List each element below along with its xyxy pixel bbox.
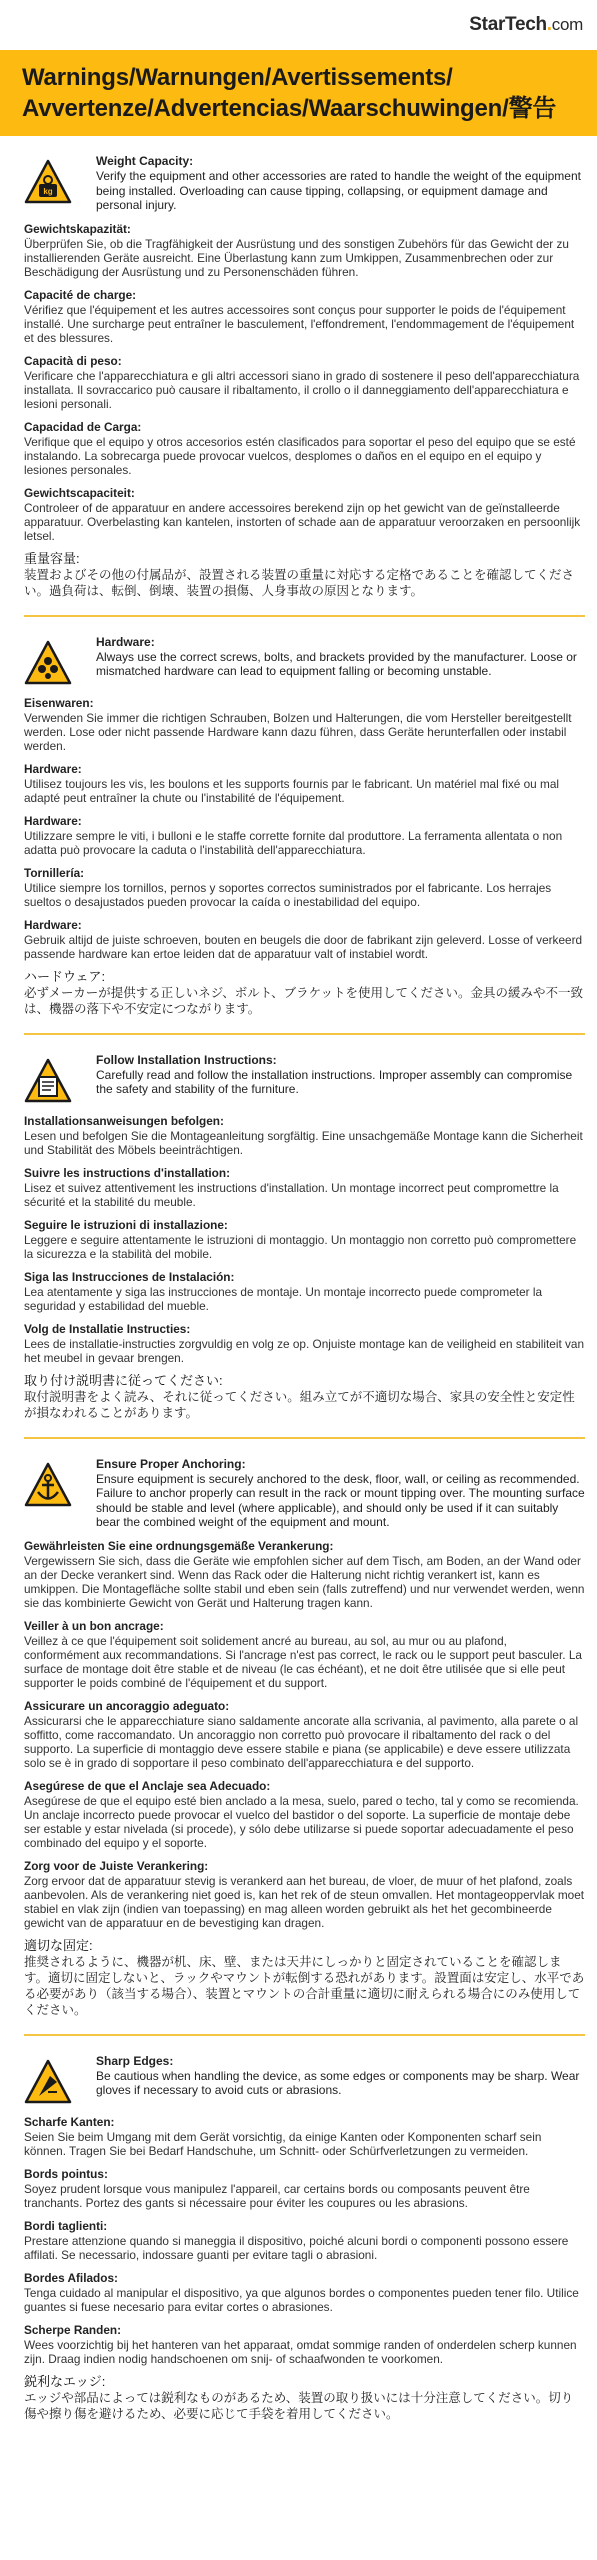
translation-body: Veillez à ce que l'équipement soit solidement ancré au bureau, au sol, au mur ou au plafond, conformément aux recommandations. Si l'ancrage n'est pas correct, le rack ou le support peut basculer. La surface de montage doit être stable et de niveau (le cas échéant), et ne doit être utilisée que si elle peut supporter le poids combiné de l'équipement et du support. (24, 1633, 582, 1690)
translation-heading: Gewichtscapaciteit: (24, 485, 135, 500)
translation-block (24, 2323, 585, 2366)
translation-heading: Hardware: (24, 917, 82, 932)
translation-heading: ハードウェア: (24, 968, 106, 984)
warning-lead-text (96, 635, 585, 679)
translation-block (24, 420, 585, 477)
translation-body: Überprüfen Sie, ob die Tragfähigkeit der Ausrüstung und des sonstigen Zubehörs für das Gewicht der zu installierenden Geräte ausreicht. Eine Überlastung kann zum Umkippen, Zusammenbrechen oder zur Beschädigung der Ausrüstung und zu Personenschäden führen. (24, 236, 569, 279)
translation-heading: Gewichtskapazität: (24, 221, 131, 236)
translation-heading: Hardware: (24, 761, 82, 776)
translation-block (24, 2115, 585, 2158)
header (0, 0, 597, 50)
translation-body: Lees de installatie-instructies zorgvuldig en volg ze op. Onjuiste montage kan de veiligheid en stabiliteit van het meubel in gevaar brengen. (24, 1336, 585, 1365)
warning-section (24, 2036, 585, 2438)
translation-heading: Capacità di peso: (24, 353, 122, 368)
translation-block (24, 696, 585, 753)
translation-heading: Scherpe Randen: (24, 2322, 122, 2337)
warning-body: Carefully read and follow the installation instructions. Improper assembly can compromise the safety and stability of the furniture. (96, 1067, 573, 1096)
translation-block (24, 2219, 585, 2262)
translation-block (24, 486, 585, 543)
logo-tld: com (551, 15, 583, 34)
translation-heading: Gewährleisten Sie eine ordnungsgemäße Verankerung: (24, 1538, 334, 1553)
warning-heading: Hardware: (96, 634, 155, 649)
translation-heading: Siga las Instrucciones de Instalación: (24, 1269, 235, 1284)
translation-block (24, 866, 585, 909)
warning-lead-text (96, 154, 585, 213)
translation-body: Seien Sie beim Umgang mit dem Gerät vorsichtig, da einige Kanten oder Komponenten scharf sein können. Tragen Sie bei Bedarf Handschuhe, um Schnitt- oder Schürfverletzungen zu vermeiden. (24, 2129, 542, 2158)
page-title: Warnings/Warnungen/Avertissements/ Avvertenze/Advertencias/Waarschuwingen/警告 (22, 64, 557, 122)
translation-block (24, 918, 585, 961)
translation-block (24, 1699, 585, 1770)
translation-body: Lea atentamente y siga las instrucciones de montaje. Un montaje incorrecto puede comprometer la seguridad y estabilidad del mueble. (24, 1284, 543, 1313)
translation-block (24, 1939, 585, 2018)
translation-body: Vergewissern Sie sich, dass die Geräte wie empfohlen sicher auf dem Tisch, am Boden, an der Wand oder an der Decke verankert sind. Wenn das Rack oder die Halterung nicht richtig verankert ist, kann es umkippen. Die Montagefläche sollte stabil und eben sein (falls zutreffend) und nur verwendet werden, wenn sie das kombinierte Gewicht von Gerät und Halterung tragen kann. (24, 1553, 585, 1610)
warning-section (24, 1035, 585, 1439)
warning-body: Be cautious when handling the device, as some edges or components may be sharp. Wear gloves if necessary to avoid cuts or abrasions. (96, 2068, 580, 2097)
translation-heading: 適切な固定: (24, 1937, 93, 1953)
translation-heading: Tornillería: (24, 865, 85, 880)
logo-main: StarTech (469, 14, 547, 35)
translation-block (24, 288, 585, 345)
translation-block (24, 1374, 585, 1421)
translation-body: 装置およびその他の付属品が、設置される装置の重量に対応する定格であることを確認してください。過負荷は、転倒、倒壊、装置の損傷、人身事故の原因となります。 (24, 567, 575, 598)
hardware-icon (24, 639, 72, 687)
translation-block (24, 1270, 585, 1313)
warning-heading: Follow Installation Instructions: (96, 1052, 277, 1067)
translation-body: Wees voorzichtig bij het hanteren van het apparaat, omdat sommige randen of onderdelen scherp kunnen zijn. Draag indien nodig handschoenen om snij- of schaafwonden te voorkomen. (24, 2337, 577, 2366)
translation-body: Assicurarsi che le apparecchiature siano saldamente ancorate alla scrivania, al pavimento, alla parete o al soffitto, come raccomandato. Un ancoraggio non corretto può provocare il ribaltamento del rack o del supporto. La superficie di montaggio deve essere stabile e piana (se applicabile) e deve essere utilizzata solo se è in grado di sopportare il peso combinato dell'apparecchiatura e del supporto. (24, 1713, 579, 1770)
translation-heading: Bords pointus: (24, 2166, 108, 2181)
warning-lead (24, 635, 585, 687)
translation-body: Gebruik altijd de juiste schroeven, bouten en beugels die door de fabrikant zijn geleverd. Losse of verkeerd passende hardware kan ertoe leiden dat de apparatuur valt of instabiel wordt. (24, 932, 583, 961)
translation-heading: Hardware: (24, 813, 82, 828)
warning-heading: Weight Capacity: (96, 154, 194, 168)
translation-block (24, 1539, 585, 1610)
translation-block (24, 1322, 585, 1365)
translation-block (24, 1114, 585, 1157)
translation-body: Leggere e seguire attentamente le istruzioni di montaggio. Un montaggio non corretto può compromettere la sicurezza e la stabilità del mobile. (24, 1232, 577, 1261)
translation-block (24, 762, 585, 805)
translation-heading: 取り付け説明書に従ってください: (24, 1372, 223, 1388)
logo-dot: . (546, 14, 552, 35)
translation-body: Utilice siempre los tornillos, pernos y soportes correctos suministrados por el fabricante. Los herrajes sueltos o desajustados pueden provocar la caída o inestabilidad del equipo. (24, 880, 552, 909)
warnings-content (0, 136, 597, 2438)
warning-lead-text (96, 1457, 585, 1530)
translation-heading: Bordes Afilados: (24, 2270, 118, 2285)
translation-block (24, 2271, 585, 2314)
translation-body: 取付説明書をよく読み、それに従ってください。組み立てが不適切な場合、家具の安全性と安定性が損なわれることがあります。 (24, 1389, 575, 1420)
translation-block (24, 970, 585, 1017)
translation-body: Verificare che l'apparecchiatura e gli altri accessori siano in grado di sostenere il peso dell'apparecchiatura installata. Il sovraccarico può causare il ribaltamento, il crollo o il danneggiamento dell'apparecchiatura e lesioni personali. (24, 368, 580, 411)
translation-body: Utilizzare sempre le viti, i bulloni e le staffe corrette fornite dal produttore. La ferramenta allentata o non adatta può provocare la caduta o l'instabilità dell'apparecchiatura. (24, 828, 563, 857)
translation-body: 必ずメーカーが提供する正しいネジ、ボルト、ブラケットを使用してください。金具の緩みや不一致は、機器の落下や不安定につながります。 (24, 985, 584, 1016)
translation-heading: Capacidad de Carga: (24, 419, 142, 434)
warnings-banner (0, 50, 597, 136)
warning-heading: Ensure Proper Anchoring: (96, 1456, 246, 1471)
translation-body: Verifique que el equipo y otros accesorios estén clasificados para soportar el peso del equipo que se esté instalando. La sobrecarga puede provocar vuelcos, desplomes o daños en el equipo en el equipo y lesiones personales. (24, 434, 576, 477)
translation-heading: Asegúrese de que el Anclaje sea Adecuado: (24, 1778, 271, 1793)
translation-block (24, 814, 585, 857)
warning-lead (24, 154, 585, 213)
translation-block (24, 222, 585, 279)
translation-block (24, 1779, 585, 1850)
translation-block (24, 2167, 585, 2210)
warning-body: Always use the correct screws, bolts, and brackets provided by the manufacturer. Loose or mismatched hardware can lead to equipment falling or becoming unstable. (96, 649, 577, 678)
warning-heading: Sharp Edges: (96, 2053, 174, 2068)
translation-body: Zorg ervoor dat de apparatuur stevig is verankerd aan het bureau, de vloer, de muur of het plafond, zoals aanbevolen. Als de verankering niet goed is, kan het rek of de steun omvallen. Het montageoppervlak moet stabiel en vlak zijn (indien van toepassing) en mag alleen worden gebruikt als het het gecombineerde gewicht van de apparatuur en de bevestiging kan dragen. (24, 1873, 585, 1930)
translation-block (24, 1619, 585, 1690)
translation-block (24, 2375, 585, 2422)
translation-body: 推奨されるように、機器が机、床、壁、または天井にしっかりと固定されていることを確認します。適切に固定しないと、ラックやマウントが転倒する恐れがあります。設置面は安定し、水平である必要があり（該当する場合）、装置とマウントの合計重量に適切に耐えられる場合にのみ使用してください。 (24, 1954, 585, 2017)
translation-body: エッジや部品によっては鋭利なものがあるため、装置の取り扱いには十分注意してください。切り傷や擦り傷を避けるため、必要に応じて手袋を着用してください。 (24, 2390, 574, 2421)
translation-heading: Seguire le istruzioni di installazione: (24, 1217, 228, 1232)
weight-capacity-icon (24, 158, 72, 206)
svg-text:kg: kg (43, 187, 53, 196)
translation-body: Tenga cuidado al manipular el dispositivo, ya que algunos bordes o componentes pueden tener filo. Utilice guantes si fuese necesario para evitar cortes o abrasiones. (24, 2285, 579, 2314)
warning-section (24, 617, 585, 1035)
translation-body: Utilisez toujours les vis, les boulons et les supports fournis par le fabricant. Un matériel mal fixé ou mal adapté peut entraîner la chute ou l'instabilité de l'équipement. (24, 776, 560, 805)
translation-heading: Zorg voor de Juiste Verankering: (24, 1858, 209, 1873)
translation-heading: 重量容量: (24, 550, 80, 566)
translation-body: Asegúrese de que el equipo esté bien anclado a la mesa, suelo, pared o techo, tal y como se recomienda. Un anclaje incorrecto puede provocar el vuelco del bastidor o del soporte. La superficie de montaje debe ser estable y estar nivelada (si procede), y sólo debe utilizarse si puede soportar adecuadamente el peso combinado del equipo y el soporte. (24, 1793, 579, 1850)
translation-body: Lesen und befolgen Sie die Montageanleitung sorgfältig. Eine unsachgemäße Montage kann die Sicherheit und Stabilität des Möbels beeinträchtigen. (24, 1128, 583, 1157)
translation-body: Vérifiez que l'équipement et les autres accessoires sont conçus pour supporter le poids de l'équipement installé. Une surcharge peut entraîner le basculement, l'effondrement, l'endommagement de l'équipement et des blessures. (24, 302, 575, 345)
translation-heading: Assicurare un ancoraggio adeguato: (24, 1698, 230, 1713)
warning-lead (24, 2054, 585, 2106)
translation-body: Soyez prudent lorsque vous manipulez l'appareil, car certains bords ou composants peuvent être tranchants. Portez des gants si nécessaire pour éviter les coupures ou les abrasions. (24, 2181, 530, 2210)
translation-block (24, 1218, 585, 1261)
translation-body: Verwenden Sie immer die richtigen Schrauben, Bolzen und Halterungen, die vom Hersteller bereitgestellt werden. Lose oder nicht passende Hardware kann dazu führen, dass Geräte herunterfallen oder instabil werden. (24, 710, 572, 753)
translation-heading: Bordi taglienti: (24, 2218, 108, 2233)
installation-instructions-icon (24, 1057, 72, 1105)
warning-body: Verify the equipment and other accessories are rated to handle the weight of the equipment being installed. Overloading can cause tipping, collapsing, or equipment damage and personal injury. (96, 169, 581, 212)
warning-lead-text (96, 2054, 585, 2098)
translation-heading: Veiller à un bon ancrage: (24, 1618, 164, 1633)
translation-heading: Capacité de charge: (24, 287, 137, 302)
warning-section (24, 136, 585, 617)
translation-block (24, 1859, 585, 1930)
translation-body: Controleer of de apparatuur en andere accessoires berekend zijn op het gewicht van de geïnstalleerde apparatuur. Overbelasting kan kantelen, instorten of schade aan de apparatuur veroorzaken en persoonlijk letsel. (24, 500, 581, 543)
warning-body: Ensure equipment is securely anchored to the desk, floor, wall, or ceiling as recommended. Failure to anchor properly can result in the rack or mount tipping over. The mounting surface should be stable and level (where applicable), and should only be used if it can suitably bear the combined weight of the equipment and mount. (96, 1471, 585, 1529)
warning-lead (24, 1457, 585, 1530)
translation-body: Lisez et suivez attentivement les instructions d'installation. Un montage incorrect peut compromettre la sécurité et la stabilité du meuble. (24, 1180, 559, 1209)
warning-section (24, 1439, 585, 2036)
anchoring-icon (24, 1461, 72, 1509)
translation-heading: Eisenwaren: (24, 695, 94, 710)
translation-block (24, 552, 585, 599)
translation-body: Prestare attenzione quando si maneggia il dispositivo, poiché alcuni bordi o componenti possono essere affilati. Se necessario, indossare guanti per evitare tagli o abrasioni. (24, 2233, 569, 2262)
warning-lead-text (96, 1053, 585, 1097)
translation-heading: Suivre les instructions d'installation: (24, 1165, 231, 1180)
translation-block (24, 354, 585, 411)
startech-logo (469, 14, 583, 36)
translation-heading: 鋭利なエッジ: (24, 2373, 106, 2389)
translation-heading: Volg de Installatie Instructies: (24, 1321, 191, 1336)
sharp-edges-icon (24, 2058, 72, 2106)
warning-lead (24, 1053, 585, 1105)
translation-heading: Scharfe Kanten: (24, 2114, 115, 2129)
translation-heading: Installationsanweisungen befolgen: (24, 1113, 224, 1128)
translation-block (24, 1166, 585, 1209)
